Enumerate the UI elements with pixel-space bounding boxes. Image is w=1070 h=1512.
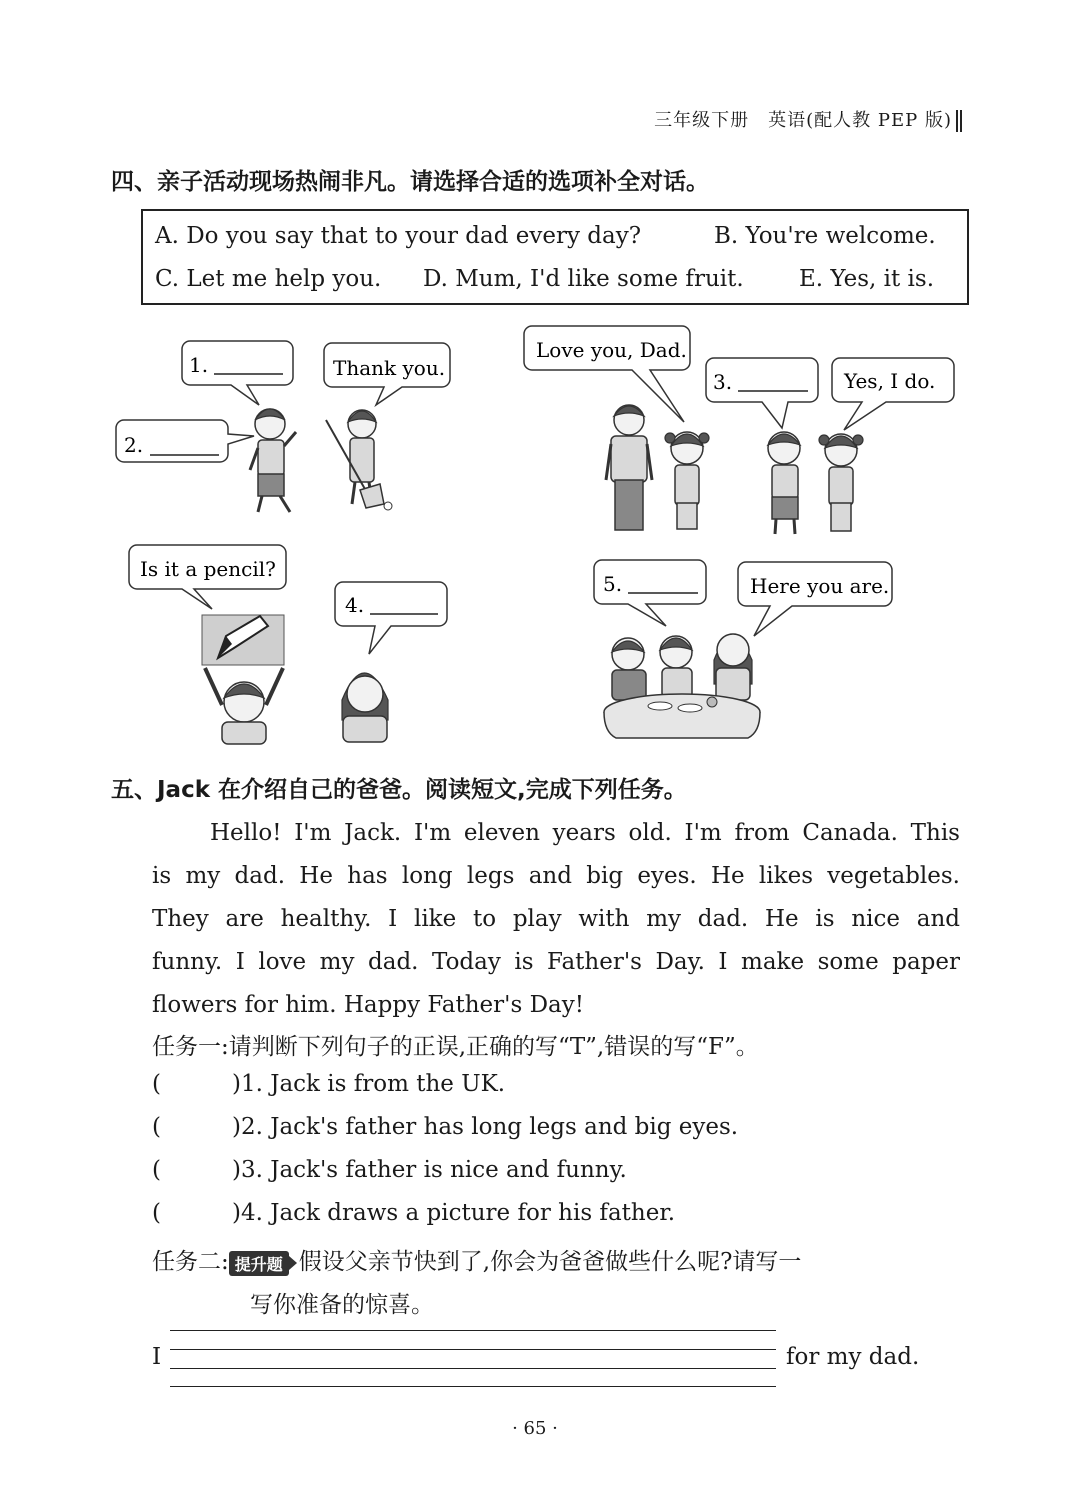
speech-bubble-4 [335,582,447,654]
bubble-3-number: 3. [713,370,733,394]
speech-bubble-thank-you [324,343,450,405]
speech-bubble-pencil-question [129,545,286,609]
option-a: A. Do you say that to your dad every day? [155,223,642,249]
option-b: B. You're welcome. [714,223,936,249]
boy-holding-card-figure [205,668,283,744]
bubble-yes-i-do-text: Yes, I do. [844,369,936,393]
task2-label: 任务二: [152,1249,229,1275]
speech-bubble-here-you-are [738,562,892,636]
writing-line[interactable] [170,1386,776,1387]
passage-line: is my dad. He has long legs and big eyes. He likes vegetables. [152,863,960,889]
statement-text: )4. Jack draws a picture for his father. [232,1200,676,1226]
passage-line: funny. I love my dad. Today is Father's Day. I make some paper [152,949,960,975]
speech-bubble-love-you [524,326,690,422]
statement-text: )3. Jack's father is nice and funny. [232,1157,627,1183]
answer-paren[interactable]: ( [152,1157,161,1183]
dad-figure [606,405,652,530]
header-text: 三年级下册 英语(配人教 PEP 版) [654,110,952,131]
page-number: · 65 · [512,1418,558,1439]
boy-waving-figure [250,409,296,512]
option-d: D. Mum, I'd like some fruit. [423,266,744,292]
bubble-5-number: 5. [603,572,623,596]
girl-answering-figure [342,673,388,742]
bubble-here-you-are-text: Here you are. [750,574,890,598]
speech-bubble-1 [182,341,293,405]
writing-line[interactable] [170,1330,776,1331]
speech-bubble-2 [116,420,254,462]
speech-bubble-5 [594,560,706,626]
bubble-love-you-text: Love you, Dad. [536,338,687,362]
task2-instruction [152,1243,801,1276]
reading-passage [152,812,960,1027]
answer-end-text: for my dad. [786,1344,920,1370]
true-false-item-3[interactable] [152,1157,627,1183]
section5-title: 五、Jack 在介绍自己的爸爸。阅读短文,完成下列任务。 [111,777,687,803]
true-false-item-2[interactable] [152,1114,738,1140]
section4-title: 四、亲子活动现场热闹非凡。请选择合适的选项补全对话。 [111,169,709,195]
girl-figure [819,434,863,531]
bubble-2-number: 2. [124,433,144,457]
bubble-4-number: 4. [345,593,365,617]
speech-bubble-3 [706,358,818,428]
passage-line: flowers for him. Happy Father's Day! [152,992,584,1018]
upgrade-badge: 提升题 [229,1251,289,1276]
answer-paren[interactable]: ( [152,1114,161,1140]
bubble-pencil-text: Is it a pencil? [140,557,276,581]
task2-text-continued: 写你准备的惊喜。 [250,1292,434,1318]
true-false-item-4[interactable] [152,1200,675,1226]
true-false-item-1[interactable] [152,1071,505,1097]
option-c: C. Let me help you. [155,266,382,292]
family-table-scene [604,634,760,738]
answer-start-text: I [152,1344,162,1370]
answer-paren[interactable]: ( [152,1200,161,1226]
statement-text: )1. Jack is from the UK. [232,1071,506,1097]
picture-card [202,615,284,665]
girl-figure [665,432,709,529]
bubble-1-number: 1. [189,353,209,377]
option-e: E. Yes, it is. [799,266,935,292]
passage-line: They are healthy. I like to play with my dad. He is nice and [152,906,960,932]
task1-instruction: 任务一:请判断下列句子的正误,正确的写“T”,错误的写“F”。 [152,1034,759,1060]
statement-text: )2. Jack's father has long legs and big eyes. [232,1114,739,1140]
writing-line[interactable] [170,1368,776,1369]
bubble-thank-you-text: Thank you. [333,356,446,380]
speech-bubble-yes-i-do [832,358,954,430]
answer-paren[interactable]: ( [152,1071,161,1097]
writing-line[interactable] [170,1349,776,1350]
task2-text: 假设父亲节快到了,你会为爸爸做些什么呢?请写一 [298,1249,802,1275]
boy-thinking-figure [768,432,800,534]
passage-line: Hello! I'm Jack. I'm eleven years old. I'm from Canada. This [210,820,960,846]
girl-sweeping-figure [326,410,392,510]
